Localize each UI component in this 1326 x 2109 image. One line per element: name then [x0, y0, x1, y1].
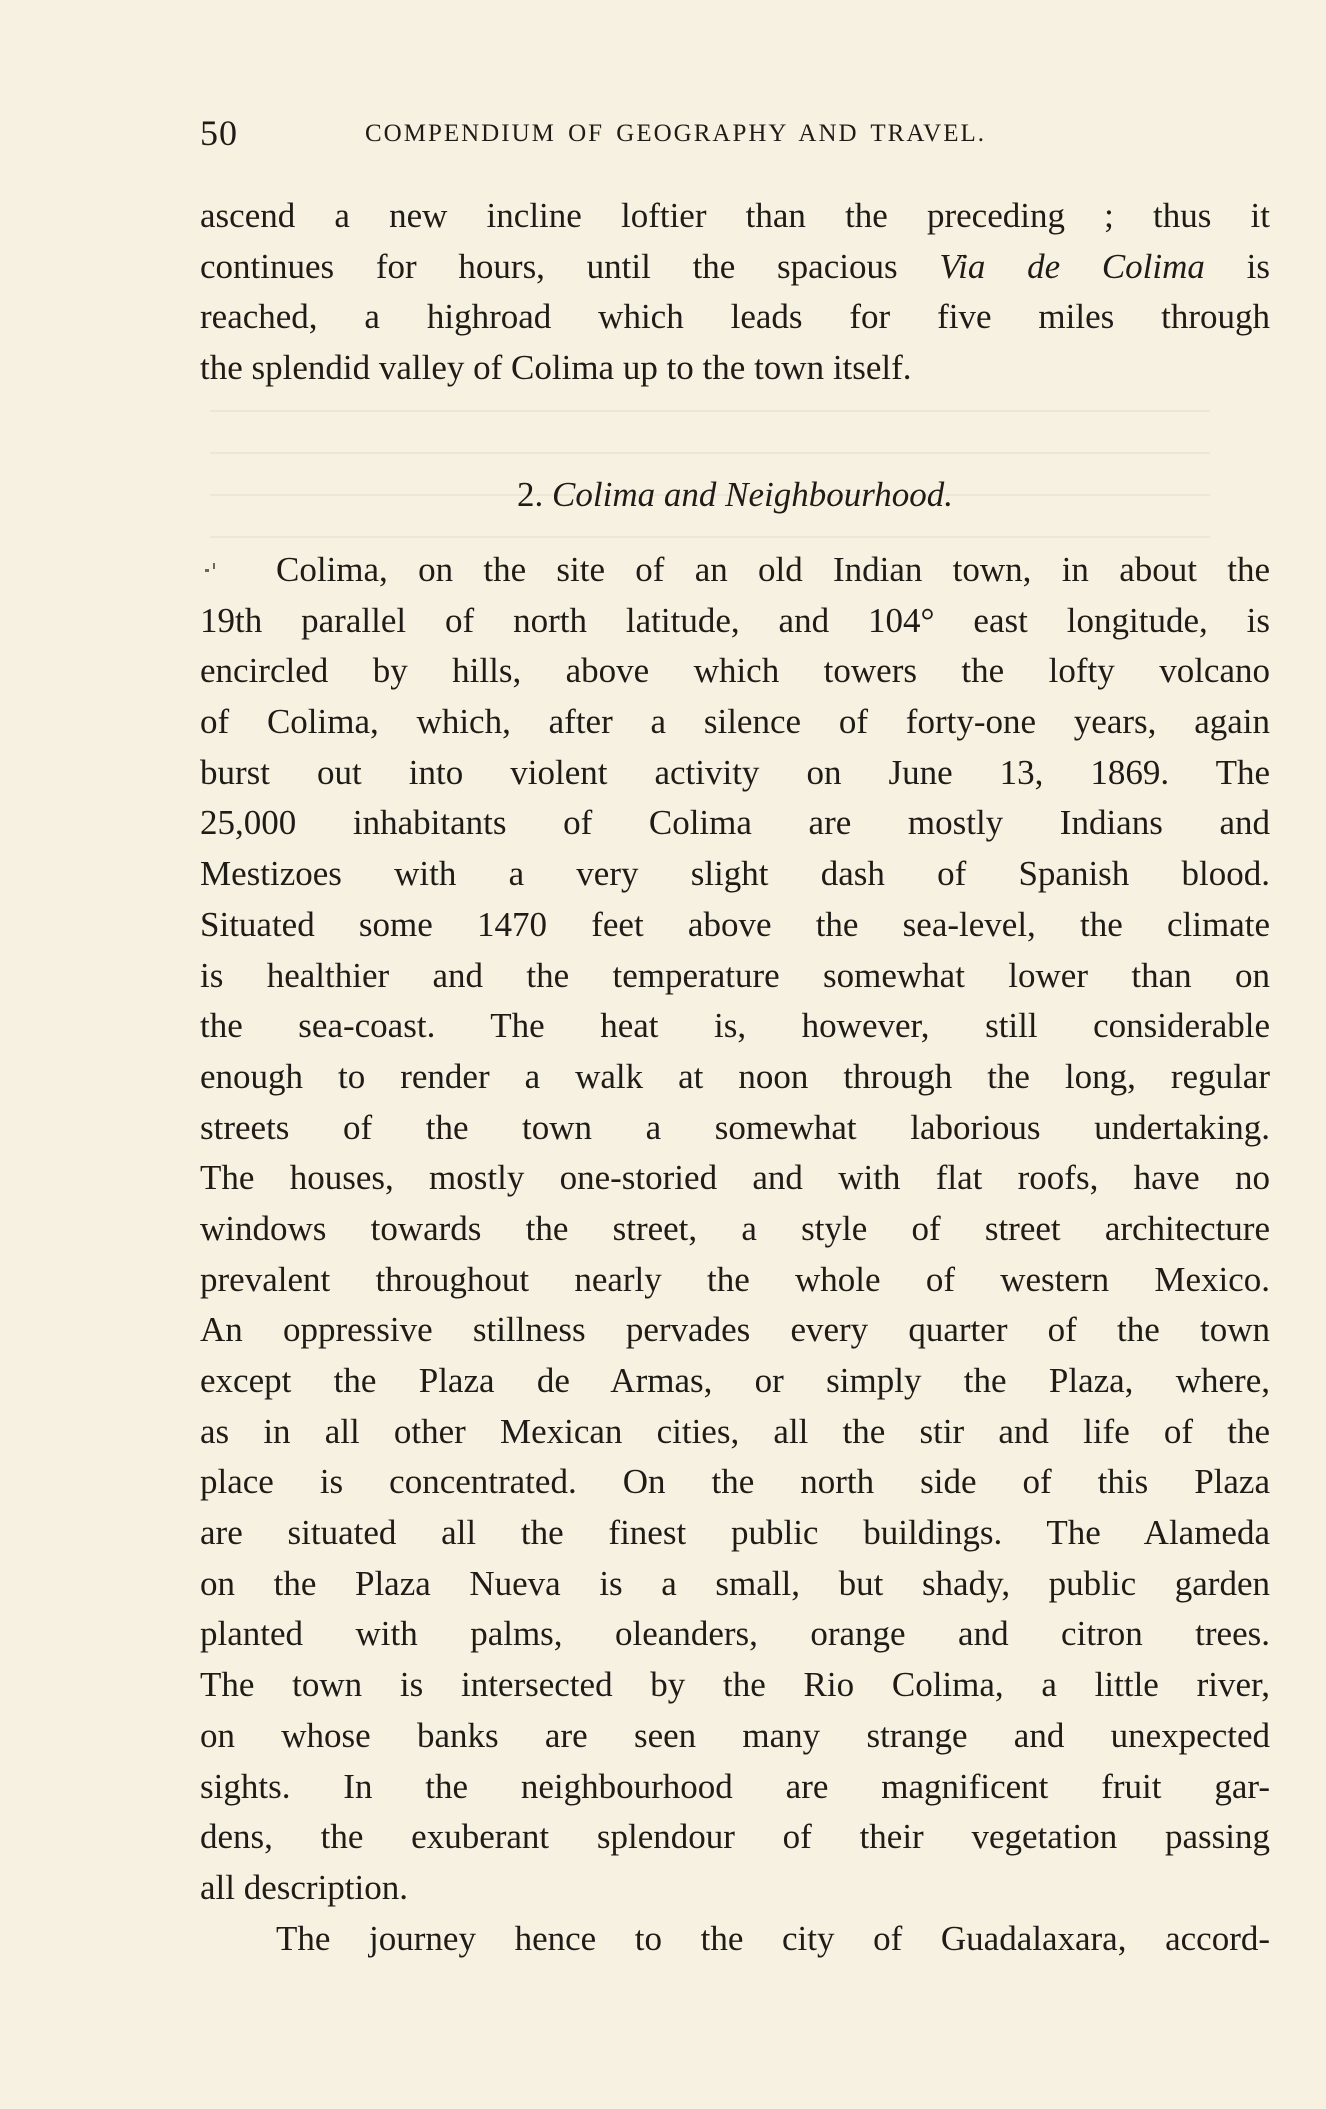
text-line: Colima, on the site of an old Indian town, in about the — [276, 550, 1270, 589]
text-line: place is concentrated. On the north side of this Plaza — [200, 1462, 1270, 1502]
running-head — [200, 112, 1270, 162]
text-line: streets of the town a somewhat laborious undertaking. — [200, 1107, 1270, 1147]
text-line: windows towards the street, a style of street architecture — [200, 1208, 1270, 1248]
text-line: as in all other Mexican cities, all the stir and life of the — [200, 1411, 1270, 1451]
text-line: all description. — [200, 1867, 409, 1907]
body-paragraph — [200, 545, 1270, 1964]
text-line: Mestizoes with a very slight dash of Spanish blood. — [200, 854, 1270, 894]
text-line: encircled by hills, above which towers the lofty volcano — [200, 651, 1270, 691]
text-line — [200, 242, 1270, 293]
page-number: 50 — [200, 113, 238, 153]
running-title: COMPENDIUM OF GEOGRAPHY AND TRAVEL. — [365, 120, 987, 147]
text-line: are situated all the finest public buildings. The Alameda — [200, 1513, 1270, 1553]
text-segment: is — [1204, 246, 1270, 286]
text-segment: continues for hours, until the spacious — [200, 246, 940, 286]
text-line: the splendid valley of Colima up to the town itself. — [200, 348, 912, 388]
text-line: 19th parallel of north latitude, and 104° east longitude, is — [200, 600, 1270, 640]
text-line: except the Plaza de Armas, or simply the Plaza, where, — [200, 1361, 1270, 1400]
text-line: on whose banks are seen many strange and unexpected — [200, 1715, 1270, 1755]
text-line: The town is intersected by the Rio Colima, a little river, — [200, 1665, 1270, 1705]
text-line: dens, the exuberant splendour of their vegetation passing — [200, 1817, 1270, 1857]
italic-place-name: Via de Colima — [939, 246, 1205, 286]
text-line: 25,000 inhabitants of Colima are mostly Indians and — [200, 803, 1270, 843]
text-line: is healthier and the temperature somewhat lower than on — [200, 955, 1270, 995]
section-heading — [200, 470, 1270, 520]
text-line: The houses, mostly one-storied and with flat roofs, have no — [200, 1158, 1270, 1198]
text-line: prevalent throughout nearly the whole of western Mexico. — [200, 1259, 1270, 1299]
section-number: 2. — [517, 475, 544, 514]
text-line: enough to render a walk at noon through the long, regular — [200, 1056, 1270, 1096]
section-title: Colima and Neighbourhood. — [552, 475, 953, 514]
text-line: burst out into violent activity on June 13, 1869. The — [200, 752, 1270, 792]
text-line: reached, a highroad which leads for five miles through — [200, 297, 1270, 337]
intro-paragraph — [200, 191, 1270, 394]
text-line: The journey hence to the city of Guadalaxara, accord- — [276, 1918, 1270, 1958]
text-line: An oppressive stillness pervades every quarter of the town — [200, 1310, 1270, 1350]
text-line: the sea-coast. The heat is, however, still considerable — [200, 1006, 1270, 1046]
text-line: sights. In the neighbourhood are magnificent fruit gar- — [200, 1766, 1270, 1806]
text-line: planted with palms, oleanders, orange and citron trees. — [200, 1614, 1270, 1654]
text-line: on the Plaza Nueva is a small, but shady, public garden — [200, 1563, 1270, 1603]
text-line: Situated some 1470 feet above the sea-level, the climate — [200, 904, 1270, 944]
text-line: of Colima, which, after a silence of forty-one years, again — [200, 702, 1270, 742]
text-line: ascend a new incline loftier than the preceding ; thus it — [200, 196, 1270, 235]
